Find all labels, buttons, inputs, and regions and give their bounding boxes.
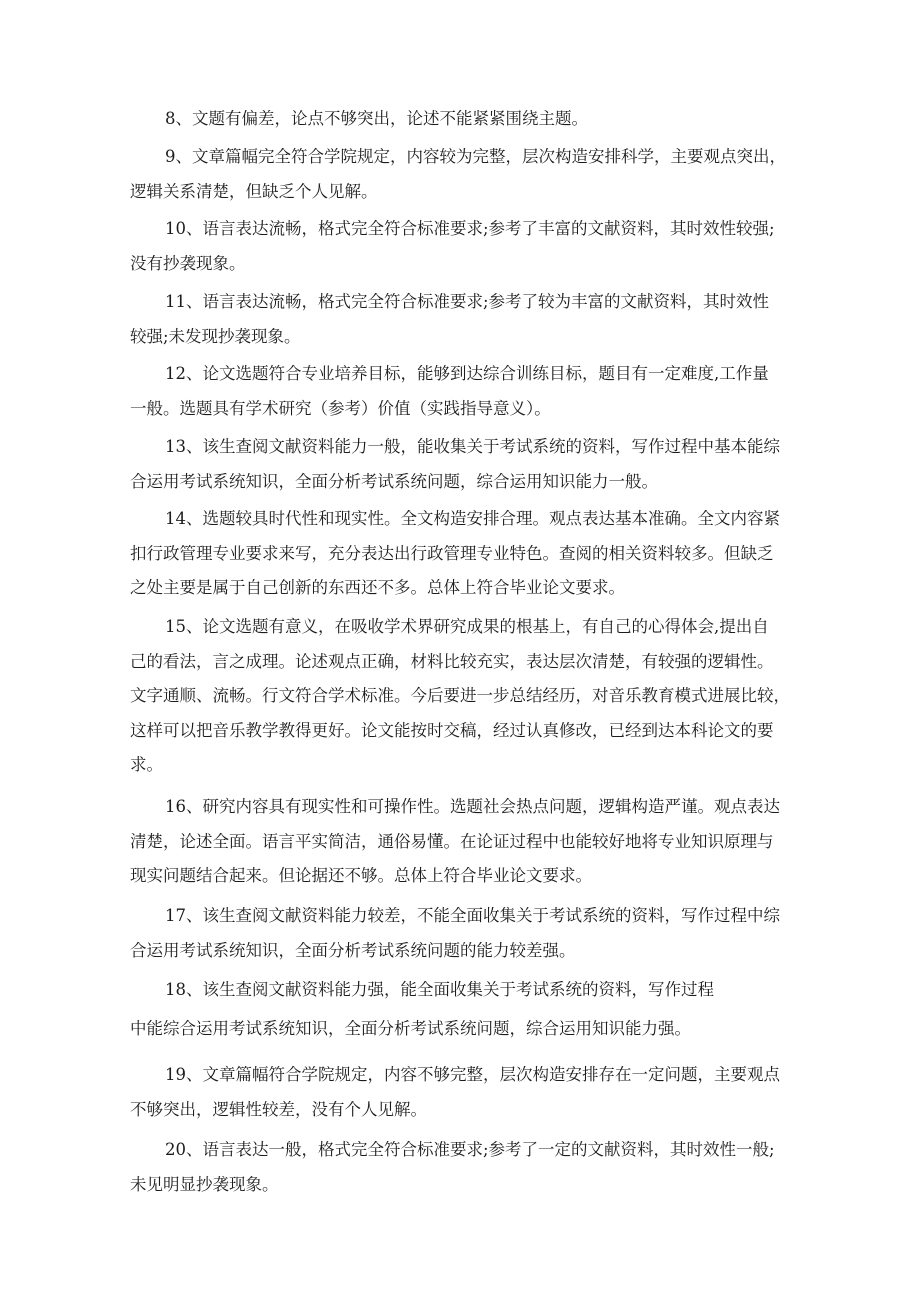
paragraph-line: 19、文章篇幅符合学院规定，内容不够完整，层次构造安排存在一定问题，主要观点 [165, 1065, 780, 1084]
paragraph-line: 清楚，论述全面。语言平实简洁，通俗易懂。在论证过程中也能较好地将专业知识原理与 [130, 831, 774, 851]
paragraph-line: 较强;未发现抄袭现象。 [130, 326, 301, 346]
paragraph-line: 扣行政管理专业要求来写，充分表达出行政管理专业特色。查阅的相关资料较多。但缺乏 [130, 543, 774, 563]
paragraph-19 [130, 1058, 810, 1127]
paragraph-10 [130, 212, 810, 281]
paragraph-12 [130, 357, 810, 426]
paragraph-line: 20、语言表达一般，格式完全符合标准要求;参考了一定的文献资料，其时效性一般; [165, 1140, 775, 1159]
paragraph-line: 中能综合运用考试系统知识，全面分析考试系统问题，综合运用知识能力强。 [130, 1018, 691, 1038]
paragraph-line: 11、语言表达流畅，格式完全符合标准要求;参考了较为丰富的文献资料，其时效性 [165, 292, 770, 311]
paragraph-line: 现实问题结合起来。但论据还不够。总体上符合毕业论文要求。 [130, 866, 592, 885]
paragraph-16 [130, 790, 810, 894]
paragraph-13 [130, 430, 810, 499]
paragraph-line: 12、论文选题符合专业培养目标，能够到达综合训练目标，题目有一定难度,工作量 [165, 364, 769, 383]
paragraph-8 [130, 102, 810, 137]
paragraph-line: 10、语言表达流畅，格式完全符合标准要求;参考了丰富的文献资料，其时效性较强; [165, 219, 775, 238]
paragraph-17 [130, 899, 810, 968]
paragraph-line: 不够突出，逻辑性较差，没有个人见解。 [130, 1099, 427, 1119]
paragraph-18 [130, 973, 810, 1046]
paragraph-line: 未见明显抄袭现象。 [130, 1174, 279, 1194]
paragraph-line: 一般。选题具有学术研究（参考）价值（实践指导意义）。 [130, 398, 551, 418]
paragraph-line: 18、该生查阅文献资料能力强，能全面收集关于考试系统的资料，写作过程 [165, 980, 714, 999]
paragraph-line: 9、文章篇幅完全符合学院规定，内容较为完整，层次构造安排科学，主要观点突出， [165, 147, 786, 166]
paragraph-14 [130, 502, 810, 606]
paragraph-line: 16、研究内容具有现实性和可操作性。选题社会热点问题，逻辑构造严谨。观点表达 [165, 797, 780, 816]
paragraph-20 [130, 1133, 810, 1202]
paragraph-line: 文字通顺、流畅。行文符合学术标准。今后要进一步总结经历，对音乐教育模式进展比较， [130, 686, 790, 705]
paragraph-line: 求。 [130, 755, 163, 774]
paragraph-line: 17、该生查阅文献资料能力较差，不能全面收集关于考试系统的资料，写作过程中综 [165, 906, 780, 925]
paragraph-9 [130, 140, 810, 209]
paragraph-line: 没有抄袭现象。 [130, 253, 246, 273]
paragraph-line: 14、选题较具时代性和现实性。全文构造安排合理。观点表达基本准确。全文内容紧 [165, 509, 780, 528]
paragraph-11 [130, 285, 810, 354]
paragraph-line: 13、该生查阅文献资料能力一般，能收集关于考试系统的资料，写作过程中基本能综 [165, 437, 780, 456]
paragraph-line: 合运用考试系统知识，全面分析考试系统问题的能力较差强。 [130, 940, 576, 960]
paragraph-15 [130, 610, 810, 783]
paragraph-line: 这样可以把音乐教学教得更好。论文能按时交稿，经过认真修改，已经到达本科论文的要 [130, 720, 774, 740]
paragraph-line: 合运用考试系统知识，全面分析考试系统问题，综合运用知识能力一般。 [130, 471, 658, 491]
paragraph-line: 8、文题有偏差，论点不够突出，论述不能紧紧围绕主题。 [165, 109, 588, 128]
paragraph-line: 之处主要是属于自己创新的东西还不多。总体上符合毕业论文要求。 [130, 578, 625, 597]
paragraph-line: 逻辑关系清楚，但缺乏个人见解。 [130, 181, 378, 201]
paragraph-line: 己的看法，言之成理。论述观点正确，材料比较充实，表达层次清楚，有较强的逻辑性。 [130, 651, 774, 671]
paragraph-line: 15、论文选题有意义，在吸收学术界研究成果的根基上，有自己的心得体会,提出自 [165, 617, 769, 636]
